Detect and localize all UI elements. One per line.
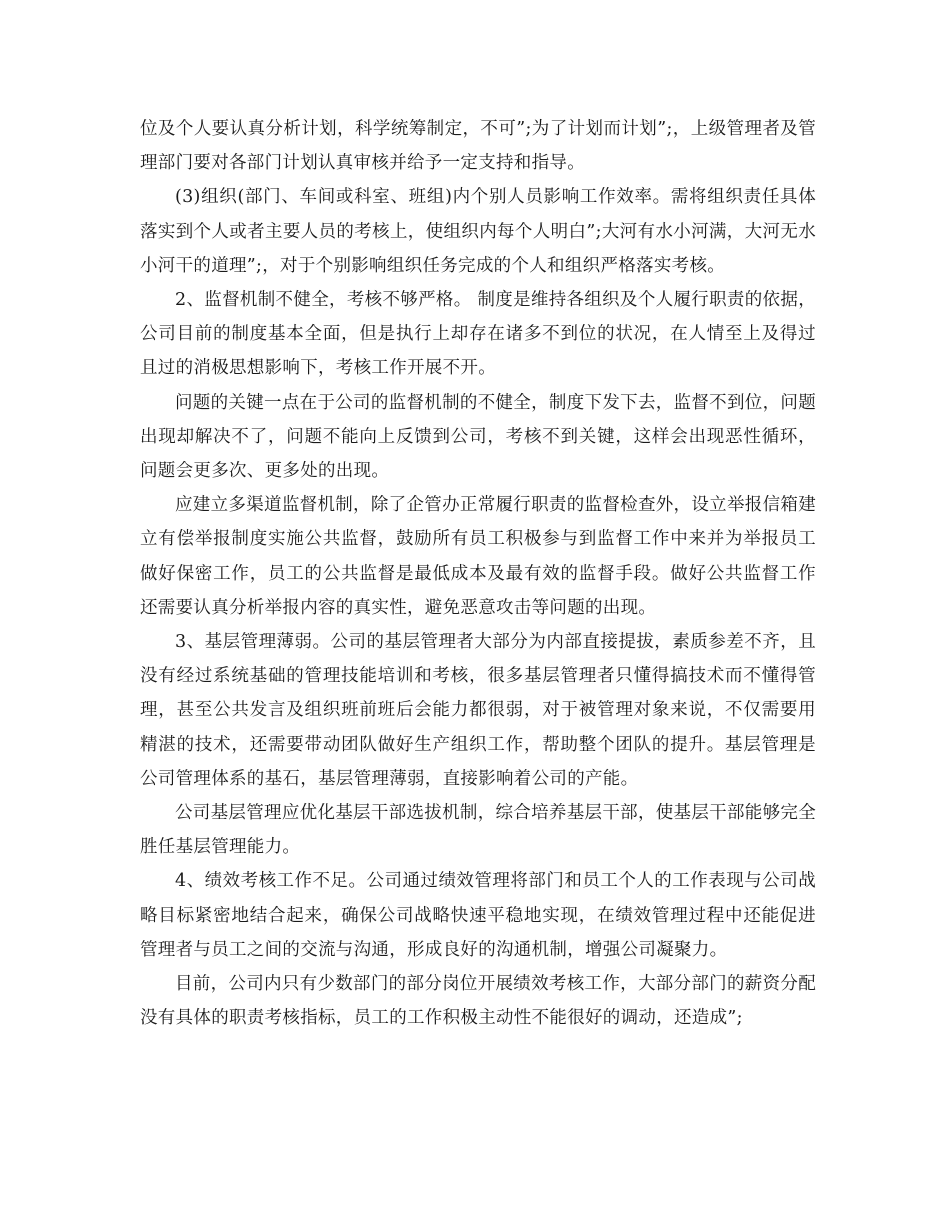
paragraph-7: 公司基层管理应优化基层干部选拔机制，综合培养基层干部，使基层干部能够完全胜任基层管理能力。 [140,803,816,858]
paragraph-6: 3、基层管理薄弱。公司的基层管理者大部分为内部直接提拔，素质参差不齐，且没有经过系统基础的管理技能培训和考核，很多基层管理者只懂得搞技术而不懂得管理，甚至公共发言及组织班前班后会能力都很弱，对于被管理对象来说，不仅需要用精湛的技术，还需要带动团队做好生产组织工作，帮助整个团队的提升。基层管理是公司管理体系的基石，基层管理薄弱，直接影响着公司的产能。 [140,632,816,789]
document-body [140,112,816,1035]
paragraph-9: 目前，公司内只有少数部门的部分岗位开展绩效考核工作，大部分部门的薪资分配没有具体的职责考核指标，员工的工作积极主动性不能很好的调动，还造成”; [140,974,816,1029]
paragraph-2: (3)组织(部门、车间或科室、班组)内个别人员影响工作效率。需将组织责任具体落实到个人或者主要人员的考核上，使组织内每个人明白”;大河有水小河满，大河无水小河干的道理”;，对于个别影响组织任务完成的个人和组织严格落实考核。 [140,187,816,276]
paragraph-8: 4、绩效考核工作不足。公司通过绩效管理将部门和员工个人的工作表现与公司战略目标紧密地结合起来，确保公司战略快速平稳地实现，在绩效管理过程中还能促进管理者与员工之间的交流与沟通，形成良好的沟通机制，增强公司凝聚力。 [140,871,816,960]
paragraph-1: 位及个人要认真分析计划，科学统筹制定，不可”;为了计划而计划”;，上级管理者及管理部门要对各部门计划认真审核并给予一定支持和指导。 [140,119,816,174]
paragraph-3: 2、监督机制不健全，考核不够严格。 制度是维持各组织及个人履行职责的依据，公司目前的制度基本全面，但是执行上却存在诸多不到位的状况，在人情至上及得过且过的消极思想影响下，考核工作开展不开。 [140,290,816,379]
paragraph-4: 问题的关键一点在于公司的监督机制的不健全，制度下发下去，监督不到位，问题出现却解决不了，问题不能向上反馈到公司，考核不到关键，这样会出现恶性循环，问题会更多次、更多处的出现。 [140,392,816,482]
paragraph-5: 应建立多渠道监督机制，除了企管办正常履行职责的监督检查外，设立举报信箱建立有偿举报制度实施公共监督，鼓励所有员工积极参与到监督工作中来并为举报员工做好保密工作，员工的公共监督是最低成本及最有效的监督手段。做好公共监督工作还需要认真分析举报内容的真实性，避免恶意攻击等问题的出现。 [140,495,816,618]
